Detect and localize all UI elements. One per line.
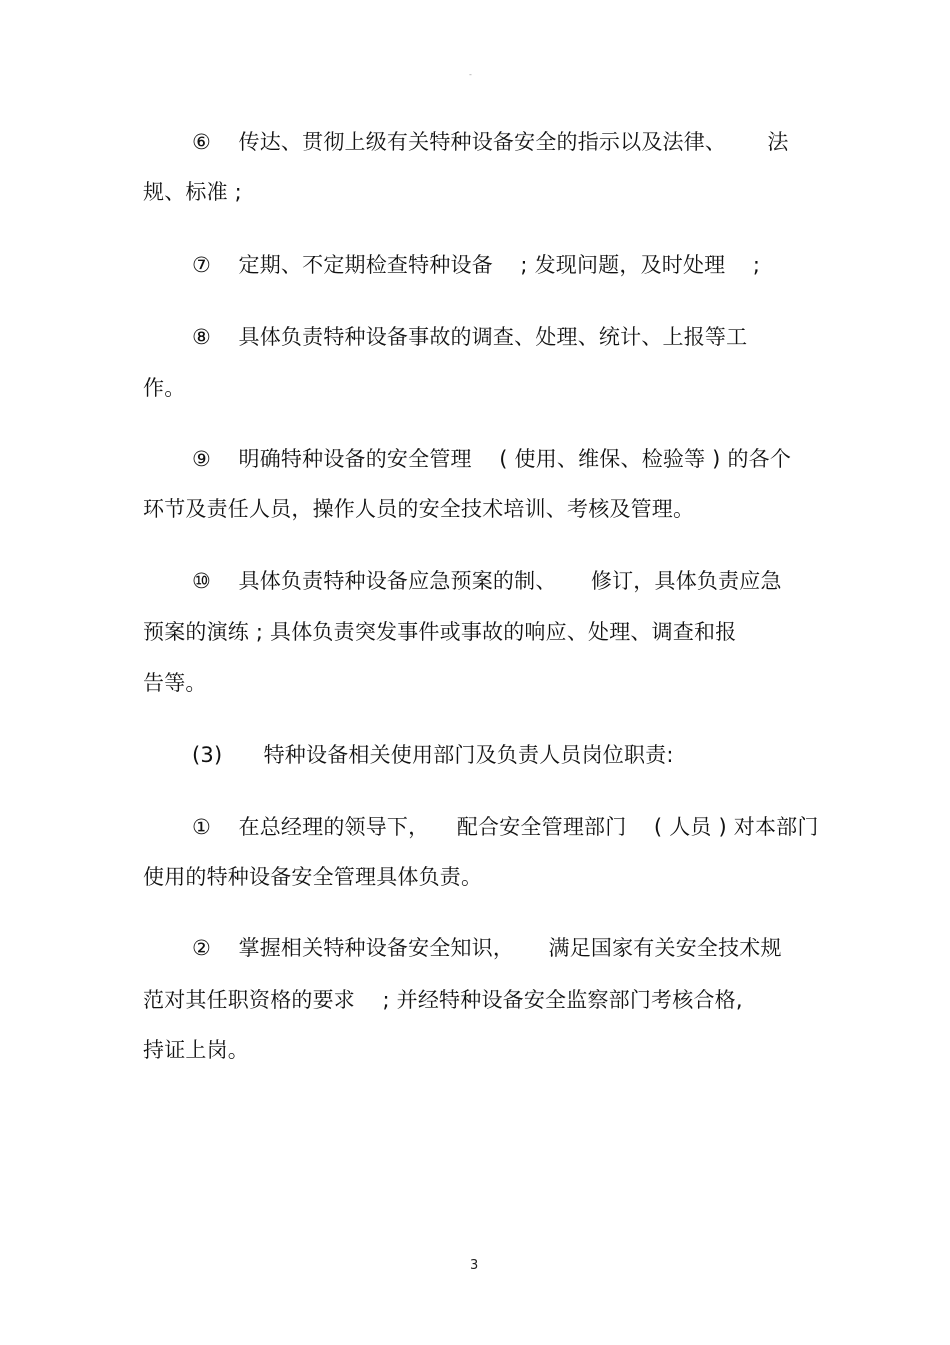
paragraph-line: ⑦ 定期、不定期检查特种设备 ; 发现问题，及时处理 ; [192, 253, 761, 277]
paragraph-line: 环节及责任人员，操作人员的安全技术培训、考核及管理。 [143, 497, 695, 521]
paragraph-line: ⑧ 具体负责特种设备事故的调查、处理、统计、上报等工 [192, 325, 748, 349]
paragraph-line: ① 在总经理的领导下， 配合安全管理部门 ( 人员 ) 对本部门 [192, 815, 819, 839]
page-number: 3 [470, 1258, 479, 1273]
paragraph-line: 规、标准 ; [143, 180, 242, 204]
paragraph-line: 持证上岗。 [143, 1038, 249, 1062]
paragraph-line: ② 掌握相关特种设备安全知识， 满足国家有关安全技术规 [192, 936, 782, 960]
paragraph-line: ⑥ 传达、贯彻上级有关特种设备安全的指示以及法律、 法 [192, 130, 789, 154]
paragraph-line: 使用的特种设备安全管理具体负责。 [143, 865, 483, 889]
section-heading: (3) 特种设备相关使用部门及负责人员岗位职责: [192, 743, 674, 767]
paragraph-line: ⑨ 明确特种设备的安全管理 ( 使用、维保、检验等 ) 的各个 [192, 447, 792, 471]
paragraph-line: 作。 [143, 376, 186, 400]
paragraph-line: ⑩ 具体负责特种设备应急预案的制、 修订，具体负责应急 [192, 569, 782, 593]
paragraph-line: 范对其任职资格的要求 ; 并经特种设备安全监察部门考核合格, [143, 988, 743, 1012]
paragraph-line: 预案的演练 ; 具体负责突发事件或事故的响应、处理、调查和报 [143, 620, 737, 644]
paragraph-line: 告等。 [143, 671, 207, 695]
header-mark: - [469, 70, 472, 79]
